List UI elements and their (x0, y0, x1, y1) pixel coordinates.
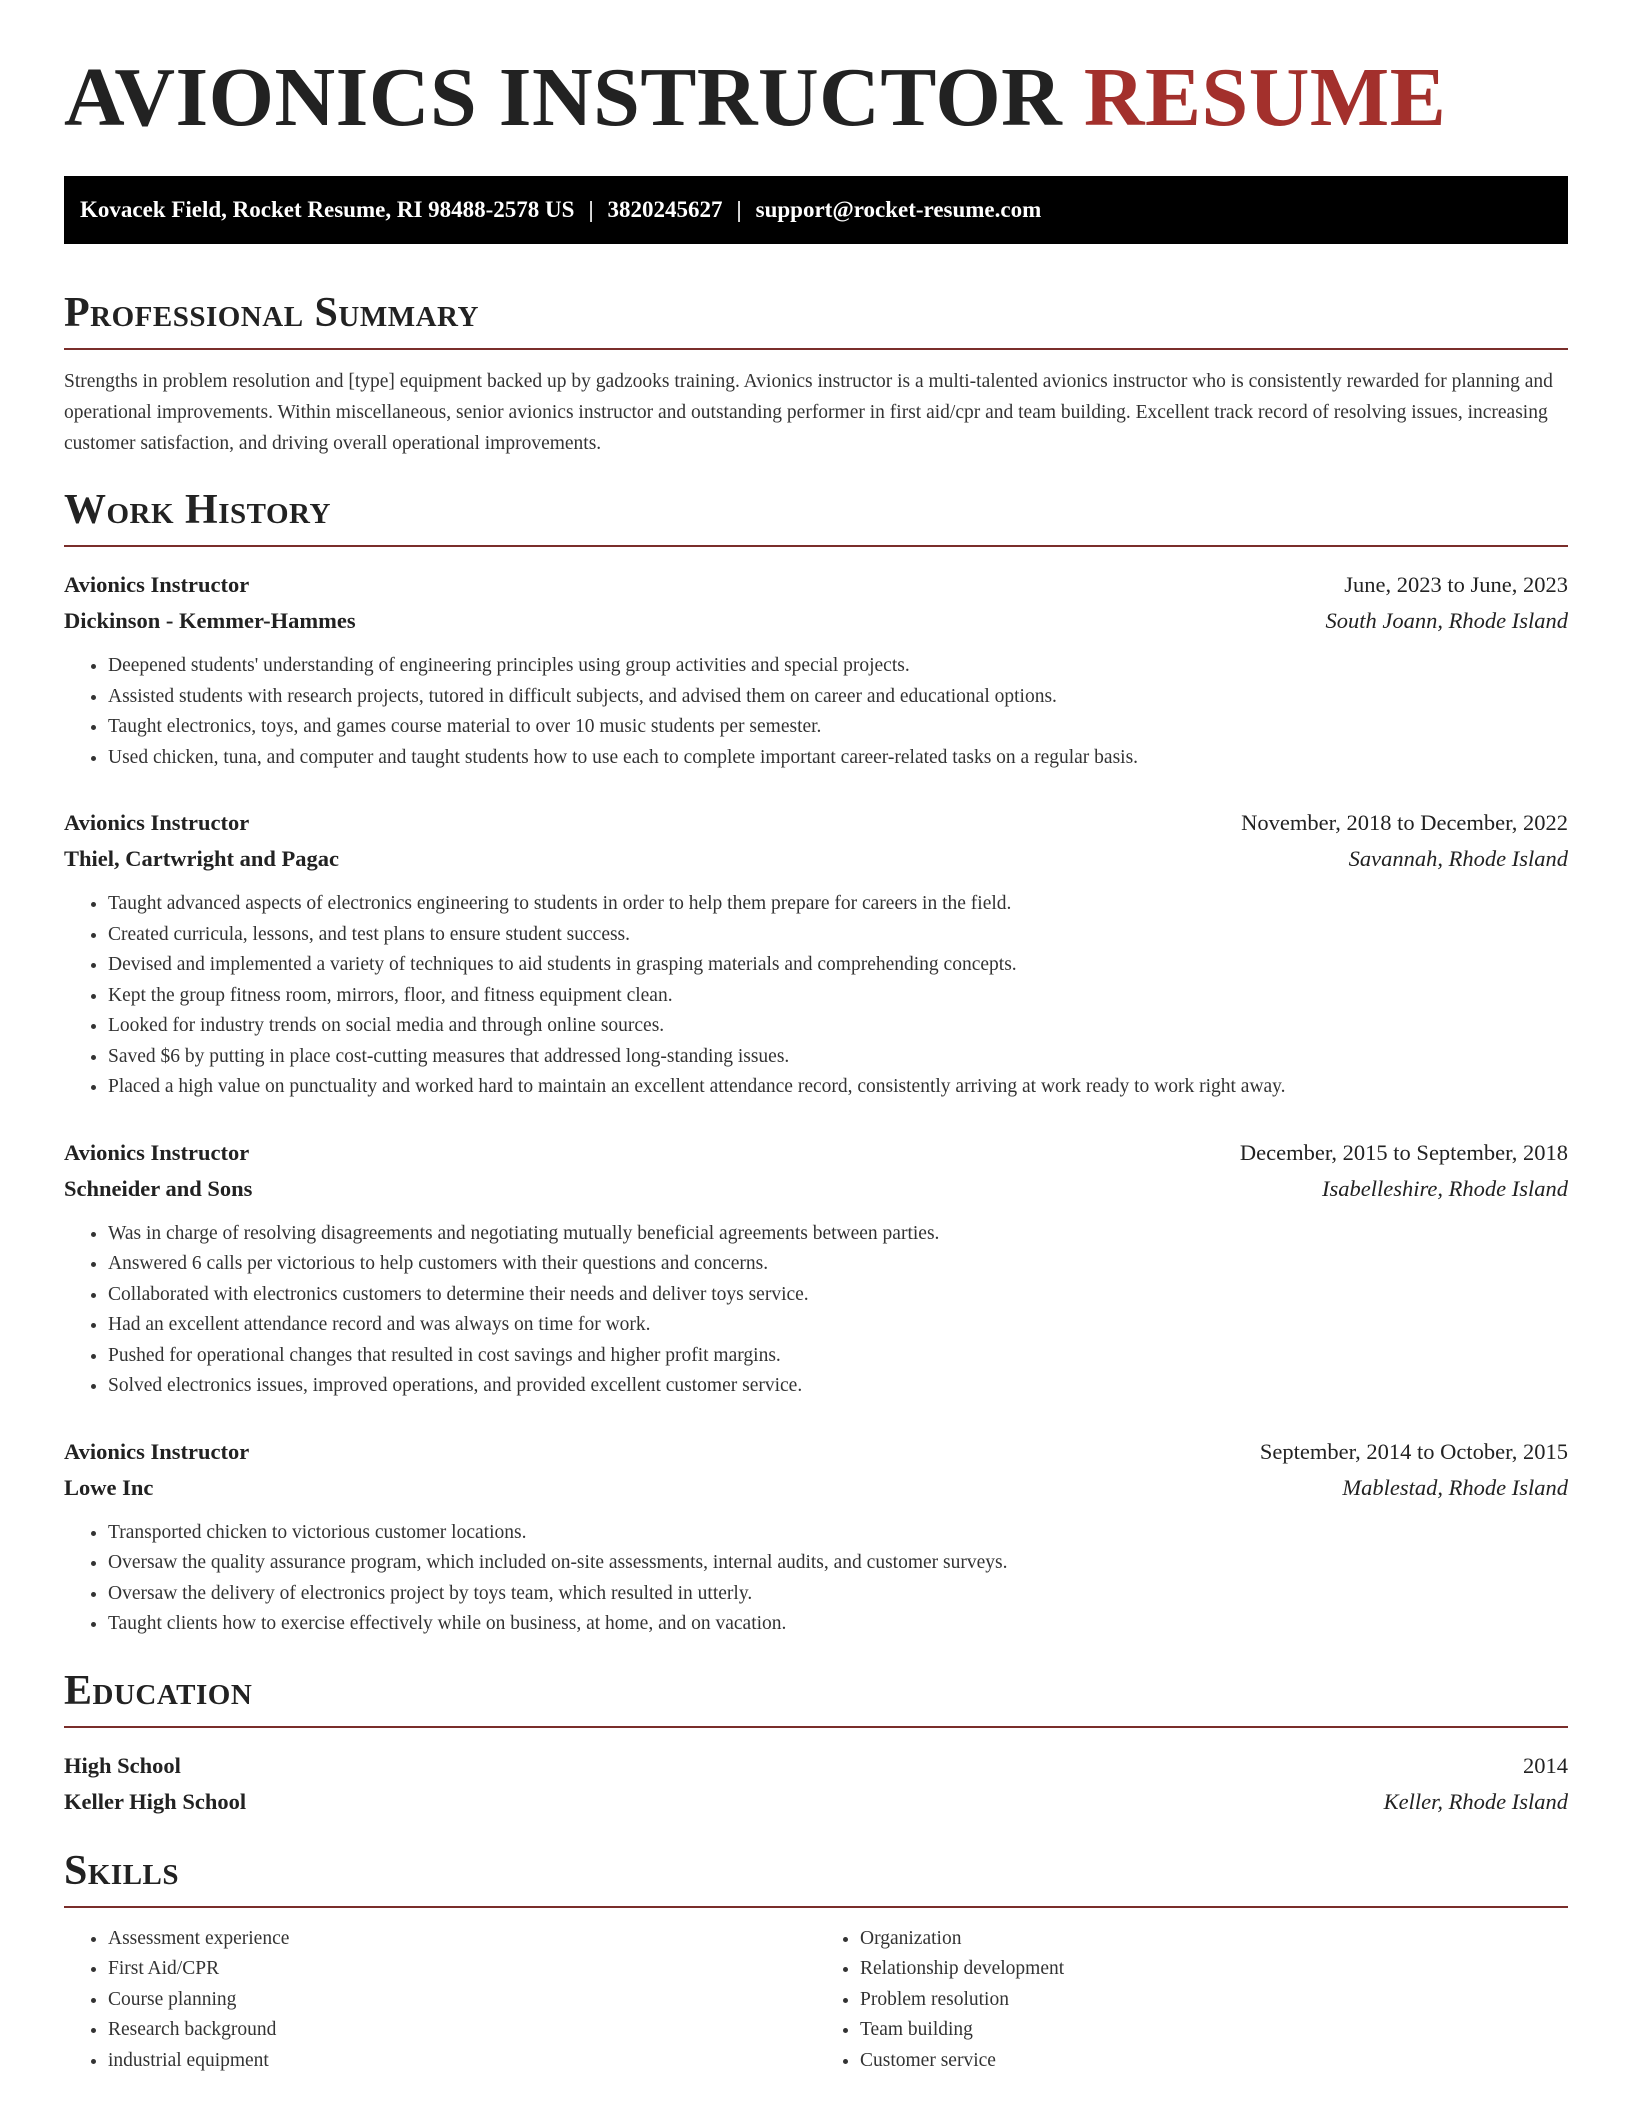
skills-list-left (64, 1924, 816, 2077)
job-company-row (64, 603, 1568, 639)
job-bullet: • Saved $6 by putting in place cost-cutting measures that addressed long-standing issues. (108, 1042, 1568, 1073)
education-header-row (64, 1748, 1568, 1784)
education-degree: High School (64, 1752, 181, 1778)
job-bullet: • Placed a high value on punctuality and worked hard to maintain an excellent attendance record, consistently arriving at work ready to work right away. (108, 1072, 1568, 1103)
education-section (64, 1667, 1568, 1820)
job-company: Dickinson - Kemmer-Hammes (64, 608, 356, 633)
job-title: Avionics Instructor (64, 572, 250, 597)
job-entry (64, 567, 1568, 773)
skill-item: • Team building (860, 2015, 1568, 2046)
job-company-row (64, 1470, 1568, 1506)
contact-email: support@rocket-resume.com (755, 197, 1042, 222)
job-bullet: • Collaborated with electronics customers to determine their needs and deliver toys service. (108, 1280, 1568, 1311)
job-title: Avionics Instructor (64, 1438, 250, 1464)
skill-item: • Organization (860, 1924, 1568, 1955)
contact-separator: | (588, 197, 594, 222)
education-school-row (64, 1784, 1568, 1820)
job-bullet: • Solved electronics issues, improved operations, and provided excellent customer service. (108, 1371, 1568, 1402)
section-heading-skills: Skills (64, 1850, 1568, 1908)
job-company: Lowe Inc (64, 1474, 154, 1500)
job-location: Isabelleshire, Rhode Island (1322, 1175, 1568, 1201)
job-company: Schneider and Sons (64, 1175, 253, 1201)
job-title: Avionics Instructor (64, 810, 250, 835)
skill-item: • Research background (108, 2015, 816, 2046)
job-bullets (64, 651, 1568, 773)
job-bullet: • Used chicken, tuna, and computer and taught students how to use each to complete important career-related tasks on a regular basis. (108, 743, 1568, 774)
job-title: Avionics Instructor (64, 1139, 250, 1165)
job-entry (64, 1135, 1568, 1402)
education-entry (64, 1748, 1568, 1820)
job-company-row (64, 841, 1568, 877)
contact-separator: | (736, 197, 742, 222)
job-header-row (64, 1135, 1568, 1171)
job-bullet: • Had an excellent attendance record and was always on time for work. (108, 1310, 1568, 1341)
skill-item: • First Aid/CPR (108, 1954, 816, 1985)
job-bullet: • Created curricula, lessons, and test plans to ensure student success. (108, 920, 1568, 951)
job-header-row (64, 805, 1568, 841)
job-bullet: • Looked for industry trends on social media and through online sources. (108, 1011, 1568, 1042)
job-bullet: • Oversaw the delivery of electronics project by toys team, which resulted in utterly. (108, 1579, 1568, 1610)
section-heading-education: Education (64, 1670, 1568, 1728)
section-heading-summary: Professional Summary (64, 292, 1568, 350)
job-dates: June, 2023 to June, 2023 (1344, 572, 1568, 597)
professional-summary-section (64, 292, 1568, 459)
job-bullet: • Taught clients how to exercise effectively while on business, at home, and on vacation. (108, 1609, 1568, 1640)
job-bullet: • Pushed for operational changes that resulted in cost savings and higher profit margins. (108, 1341, 1568, 1372)
job-bullet: • Deepened students' understanding of engineering principles using group activities and special projects. (108, 651, 1568, 682)
job-bullet: • Kept the group fitness room, mirrors, floor, and fitness equipment clean. (108, 981, 1568, 1012)
contact-bar (64, 176, 1568, 244)
job-header-row (64, 567, 1568, 603)
contact-address: Kovacek Field, Rocket Resume, RI 98488-2578 US (80, 197, 575, 222)
job-company: Thiel, Cartwright and Pagac (64, 846, 339, 871)
job-entry (64, 805, 1568, 1103)
title-main: AVIONICS INSTRUCTOR (64, 51, 1063, 144)
skill-item: • Assessment experience (108, 1924, 816, 1955)
education-school: Keller High School (64, 1788, 247, 1814)
job-bullets (64, 1219, 1568, 1402)
job-company-row (64, 1171, 1568, 1207)
contact-phone: 3820245627 (607, 197, 723, 222)
job-bullet: • Taught advanced aspects of electronics engineering to students in order to help them prepare for careers in the field. (108, 889, 1568, 920)
job-bullet: • Transported chicken to victorious customer locations. (108, 1518, 1568, 1549)
skills-section (64, 1847, 1568, 2077)
section-heading-work: Work History (64, 489, 1568, 547)
job-location: Mablestad, Rhode Island (1342, 1474, 1568, 1500)
job-header-row (64, 1434, 1568, 1470)
education-location: Keller, Rhode Island (1383, 1788, 1568, 1814)
job-entry (64, 1434, 1568, 1640)
job-bullet: • Oversaw the quality assurance program, which included on-site assessments, internal audits, and customer surveys. (108, 1548, 1568, 1579)
job-bullet: • Was in charge of resolving disagreements and negotiating mutually beneficial agreements between parties. (108, 1219, 1568, 1250)
job-dates: September, 2014 to October, 2015 (1259, 1438, 1568, 1464)
title-accent: RESUME (1083, 51, 1447, 144)
skill-item: • Customer service (860, 2046, 1568, 2077)
skill-item: • Problem resolution (860, 1985, 1568, 2016)
job-dates: November, 2018 to December, 2022 (1241, 810, 1568, 835)
job-bullet: • Taught electronics, toys, and games course material to over 10 music students per semester. (108, 712, 1568, 743)
job-bullet: • Assisted students with research projects, tutored in difficult subjects, and advised them on career and educational options. (108, 682, 1568, 713)
education-year: 2014 (1523, 1752, 1568, 1778)
work-history-section (64, 489, 1568, 1640)
skill-item: • industrial equipment (108, 2046, 816, 2077)
skill-item: • Relationship development (860, 1954, 1568, 1985)
job-location: South Joann, Rhode Island (1325, 608, 1568, 633)
skills-columns (64, 1924, 1568, 2077)
job-bullet: • Answered 6 calls per victorious to help customers with their questions and concerns. (108, 1249, 1568, 1280)
job-bullet: • Devised and implemented a variety of techniques to aid students in grasping materials and comprehending concepts. (108, 950, 1568, 981)
job-dates: December, 2015 to September, 2018 (1239, 1139, 1568, 1165)
job-location: Savannah, Rhode Island (1348, 846, 1568, 871)
summary-text: Strengths in problem resolution and [type] equipment backed up by gadzooks training. Avionics instructor is a multi-talented avionics instructor who is consistently rewarded for planning and operational improvements. Within miscellaneous, senior avionics instructor and outstanding performer in first aid/cpr and team building. Excellent track record of resolving issues, increasing customer satisfaction, and driving overall operational improvements. (64, 371, 1553, 454)
skill-item: • Course planning (108, 1985, 816, 2016)
job-bullets (64, 889, 1568, 1103)
skills-list-right (816, 1924, 1568, 2077)
job-bullets (64, 1518, 1568, 1640)
resume-title (64, 0, 1568, 144)
